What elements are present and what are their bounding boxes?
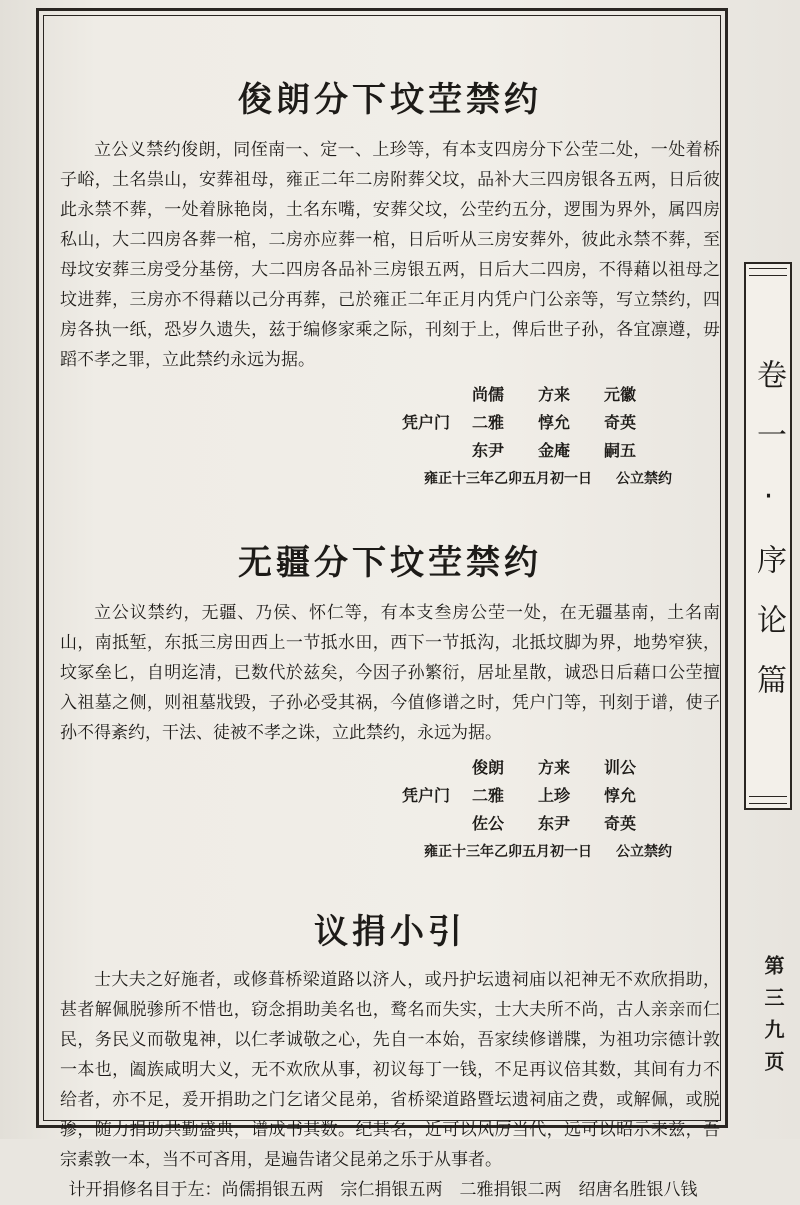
sig-name: 金庵 bbox=[538, 441, 571, 460]
section-body-1: 立公义禁约俊朗，同侄南一、定一、上珍等，有本支四房分下公茔二处，一处着桥子峪，土名祟山，安葬祖母，雍正二年二房附葬父坟，品补大三四房银各五两，日后彼此永禁不葬，一处着脉艳岗，土名东嘴，安葬父坟，公茔约五分，逻围为界外，属四房私山，大二四房各葬一棺，二房亦应葬一棺，日后听从三房安葬外，彼此永禁不葬，至母坟安葬三房受分基傍，大二四房各品补三房银五两，日后大二四房，不得藉以祖母之坟进葬，三房亦不得藉以己分再葬，己於雍正二年正月内凭户门公亲等，写立禁约，四房各执一纸，恐岁久遗失，兹于编修家乘之际，刊刻于上，俾后世子孙，各宜凛遵，毋蹈不孝之罪，立此禁约永远为据。 bbox=[60, 140, 720, 370]
section-title-1: 俊朗分下坟茔禁约 bbox=[238, 80, 542, 120]
date-line-2 bbox=[60, 838, 672, 866]
chapter-sidebar bbox=[744, 262, 792, 810]
sig-name: 训公 bbox=[604, 758, 637, 777]
sig-name: 嗣五 bbox=[604, 441, 637, 460]
sig-label bbox=[402, 810, 472, 838]
sig-label: 凭户门 bbox=[402, 786, 451, 805]
date-text: 雍正十三年乙卯五月初一日 bbox=[424, 844, 592, 860]
date-note: 公立禁约 bbox=[616, 844, 672, 860]
sig-name: 东尹 bbox=[538, 814, 571, 833]
date-note: 公立禁约 bbox=[616, 471, 672, 487]
sig-name: 佐公 bbox=[472, 814, 505, 833]
chapter-title: 卷一·序论篇 bbox=[751, 358, 786, 724]
sig-name: 方来 bbox=[538, 758, 571, 777]
sig-label bbox=[402, 381, 472, 409]
sig-name: 奇英 bbox=[604, 413, 637, 432]
sig-name: 奇英 bbox=[604, 814, 637, 833]
section-title-3: 议捐小引 bbox=[314, 912, 466, 952]
sig-label bbox=[402, 754, 472, 782]
section-title-2: 无疆分下坟茔禁约 bbox=[238, 543, 542, 583]
sig-label bbox=[402, 437, 472, 465]
sig-name: 方来 bbox=[538, 385, 571, 404]
sig-name: 尚儒 bbox=[472, 385, 505, 404]
sig-name: 二雅 bbox=[472, 413, 505, 432]
sig-name: 惇允 bbox=[538, 413, 571, 432]
donation-line: 计开捐修名目于左：尚儒捐银五两 宗仁捐银五两 二雅捐银二两 绍唐名胜银八钱 bbox=[68, 1180, 698, 1200]
date-line-1 bbox=[60, 465, 672, 493]
page-content bbox=[60, 60, 720, 1205]
sig-name: 元徽 bbox=[604, 385, 637, 404]
signature-block-2 bbox=[60, 754, 670, 838]
signature-block-1 bbox=[60, 381, 670, 465]
sig-name: 上珍 bbox=[538, 786, 571, 805]
section-body-2: 立公议禁约，无疆、乃侯、怀仁等，有本支叁房公茔一处，在无疆基南，土名南山，南抵堑，东抵三房田西上一节抵水田，西下一节抵沟，北抵坟脚为界，地势窄狭，坟冢垒匕，自明迄清，已数代於兹矣，今因子孙繁衍，居址星散，诚恐日后藉口公茔擅入祖墓之侧，则祖墓戕毁，子孙必受其祸，今值修谱之时，凭户门等，刊刻于谱，使子孙不得紊约，干法、徒被不孝之诛，立此禁约，永远为据。 bbox=[60, 603, 720, 743]
sig-name: 东尹 bbox=[472, 441, 505, 460]
page-number: 第三九页 bbox=[761, 955, 785, 1083]
section-body-3: 士大夫之好施者，或修葺桥梁道路以济人，或丹护坛遗祠庙以祀神无不欢欣捐助，甚者解佩脱骖所不惜也，窃念捐助美名也，鹜名而失实，士大夫所不尚，古人亲亲而仁民，务民义而敬鬼神，以仁孝诚敬之心，先自一本始，吾家续修谱牒，为祖功宗德计敦一本也，阖族咸明大义，无不欢欣从事，初议每丁一钱，不足再议倍其数，其间有力不给者，亦不足，爰开捐助之门乞诸父昆弟，省桥梁道路暨坛遗祠庙之费，或解佩，或脱骖，随力捐助共勤盛典，谱成书其数。纪其名，近可以风厉当代，远可以昭示来兹，吾宗素敦一本，当不可吝用，是遍告诸父昆弟之乐于从事者。 bbox=[60, 970, 720, 1170]
sig-name: 惇允 bbox=[604, 786, 637, 805]
sig-name: 俊朗 bbox=[472, 758, 505, 777]
sig-name: 二雅 bbox=[472, 786, 505, 805]
date-text: 雍正十三年乙卯五月初一日 bbox=[424, 471, 592, 487]
sig-label: 凭户门 bbox=[402, 413, 451, 432]
